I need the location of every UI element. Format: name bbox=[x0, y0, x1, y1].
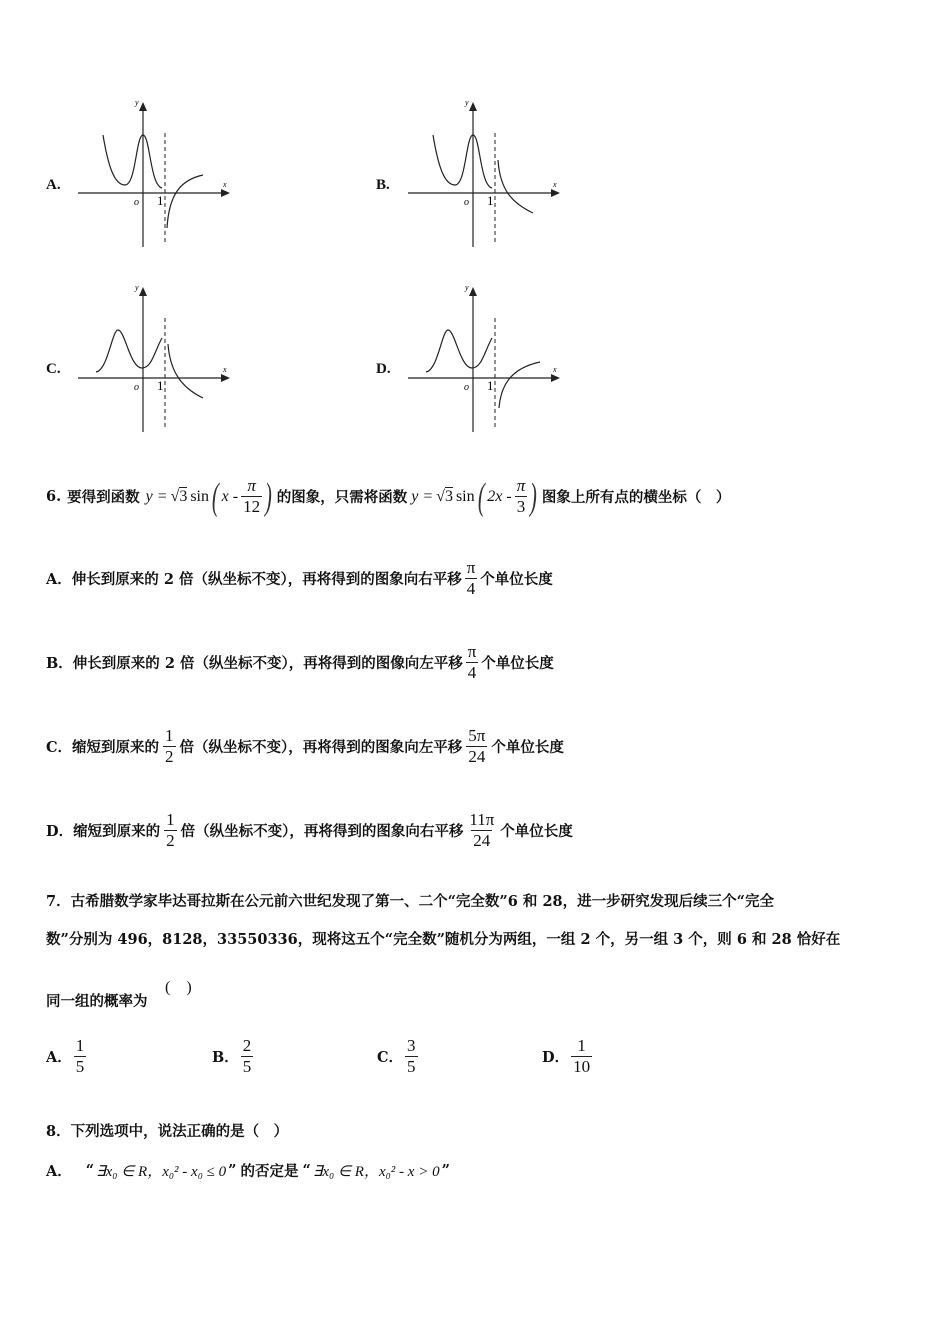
formula-lhs: y = bbox=[145, 487, 168, 505]
graph-option-label: B. bbox=[376, 177, 390, 193]
question-text: 图象上所有点的横坐标（ ） bbox=[541, 489, 731, 506]
x-axis-arrow bbox=[221, 189, 230, 197]
option-fraction: $\frac{\pi}{4}$ bbox=[467, 642, 477, 682]
formula-coef: 3 bbox=[179, 488, 188, 505]
option-label: C． bbox=[46, 739, 73, 756]
q8-stem: 8．下列选项中，说法正确的是（ ） bbox=[46, 1123, 289, 1140]
q6-option-c bbox=[46, 726, 564, 767]
formula-sin: sin bbox=[190, 487, 209, 505]
formula-target: y = √ 3 sin ( x - $\frac{\pi}{12}$ ) bbox=[145, 475, 272, 518]
option-text: 倍（纵坐标不变），再将得到的图象向右平移 bbox=[180, 823, 464, 840]
formula-lhs: y = bbox=[411, 487, 434, 505]
question-text: 的图象，只需将函数 bbox=[276, 489, 408, 506]
graph-option-label: D. bbox=[376, 361, 391, 377]
graph-a bbox=[70, 95, 240, 255]
option-label: D． bbox=[542, 1049, 570, 1066]
quote-mark: ” bbox=[441, 1162, 450, 1179]
q7-line-1: 7．古希腊数学家毕达哥拉斯在公元前六世纪发现了第一、二个“完全数”6 和 28，进一步研究发现后续三个“完全 bbox=[46, 893, 774, 910]
origin-label: o bbox=[134, 197, 139, 208]
y-label: y bbox=[135, 98, 139, 107]
graph-d bbox=[400, 280, 570, 440]
option-text: 个单位长度 bbox=[480, 571, 553, 588]
x-axis-arrow bbox=[551, 374, 560, 382]
option-label: A． bbox=[46, 1049, 72, 1066]
option-text: 的否定是 bbox=[240, 1163, 299, 1180]
option-label: C． bbox=[377, 1049, 404, 1066]
x-axis-arrow bbox=[551, 189, 560, 197]
option-fraction: $\frac{1}{2}$ bbox=[166, 810, 175, 850]
option-text: 伸长到原来的 2 倍（纵坐标不变），再将得到的图象向右平移 bbox=[71, 571, 462, 588]
formula-fraction: $\frac{\pi}{3}$ bbox=[516, 476, 526, 516]
y-label: y bbox=[135, 283, 139, 292]
one-label: 1 bbox=[157, 193, 164, 208]
x-axis-arrow bbox=[221, 374, 230, 382]
question-6-stem bbox=[46, 476, 730, 517]
option-fraction: $\frac{3}{5}$ bbox=[407, 1036, 416, 1076]
curve-left bbox=[96, 330, 162, 372]
curve-left bbox=[426, 330, 492, 372]
q6-option-a bbox=[46, 558, 553, 599]
option-fraction: $\frac{1}{10}$ bbox=[573, 1036, 591, 1076]
question-text: 要得到函数 bbox=[67, 489, 140, 506]
graph-option-label: A. bbox=[46, 177, 61, 193]
x-label: x bbox=[553, 365, 557, 374]
y-label: y bbox=[465, 283, 469, 292]
option-text: 缩短到原来的 bbox=[73, 823, 161, 840]
option-text: 伸长到原来的 2 倍（纵坐标不变），再将得到的图像向左平移 bbox=[72, 655, 463, 672]
formula-sin: sin bbox=[455, 487, 475, 505]
q7-line-2: 数”分别为 496，8128，33550336，现将这五个“完全数”随机分为两组，一组 2 个，另一组 3 个，则 6 和 28 恰好在 bbox=[46, 931, 841, 948]
origin-label: o bbox=[134, 382, 139, 393]
x-label: x bbox=[223, 365, 227, 374]
curve-right bbox=[167, 175, 203, 228]
option-text: 倍（纵坐标不变），再将得到的图象向左平移 bbox=[179, 739, 463, 756]
option-label: B． bbox=[46, 655, 73, 672]
curve-left bbox=[103, 135, 162, 188]
graph-option-label: C. bbox=[46, 361, 61, 377]
one-label: 1 bbox=[487, 378, 494, 393]
y-label: y bbox=[465, 98, 469, 107]
quote-mark: “ bbox=[85, 1162, 95, 1179]
curve-right bbox=[168, 344, 203, 398]
option-text: 个单位长度 bbox=[481, 655, 554, 672]
x-label: x bbox=[553, 180, 557, 189]
option-text: 缩短到原来的 bbox=[72, 739, 160, 756]
graph-b bbox=[400, 95, 570, 255]
y-axis-arrow bbox=[139, 287, 147, 296]
curve-left bbox=[433, 135, 492, 188]
curve-right bbox=[498, 160, 533, 213]
y-axis-arrow bbox=[469, 287, 477, 296]
expression-1: ∃x₀ ∈ R，x₀² - x₀ ≤ 0 bbox=[96, 1164, 227, 1180]
expression-2: ∃x₀ ∈ R，x₀² - x > 0 bbox=[312, 1164, 440, 1180]
q6-option-d bbox=[46, 810, 573, 851]
formula-var: x - bbox=[221, 487, 239, 505]
option-label: B． bbox=[212, 1049, 239, 1066]
formula-source: y = √ 3 sin ( 2x - $\frac{\pi}{3}$ ) bbox=[411, 475, 538, 518]
one-label: 1 bbox=[487, 193, 494, 208]
option-fraction: $\frac{1}{5}$ bbox=[75, 1036, 85, 1076]
question-number: 6. bbox=[46, 488, 62, 505]
formula-fraction: $\frac{\pi}{12}$ bbox=[243, 476, 261, 516]
q7-option-b bbox=[212, 1036, 253, 1077]
origin-label: o bbox=[464, 197, 469, 208]
option-label: D． bbox=[46, 823, 74, 840]
option-text: 个单位长度 bbox=[500, 823, 573, 840]
quote-mark: “ bbox=[302, 1162, 311, 1179]
option-label: A． bbox=[46, 571, 72, 588]
option-label: A． bbox=[46, 1163, 72, 1180]
q7-line-3: 同一组的概率为 bbox=[46, 993, 148, 1010]
option-fraction: $\frac{\pi}{4}$ bbox=[466, 558, 476, 598]
x-label: x bbox=[223, 180, 227, 189]
option-fraction: $\frac{11\pi}{24}$ bbox=[469, 810, 495, 850]
option-fraction: $\frac{1}{2}$ bbox=[165, 726, 174, 766]
formula-coef: 3 bbox=[444, 488, 453, 505]
option-fraction: $\frac{2}{5}$ bbox=[242, 1036, 252, 1076]
y-axis-arrow bbox=[139, 102, 147, 111]
answer-paren: ( ) bbox=[165, 979, 192, 996]
y-axis-arrow bbox=[469, 102, 477, 111]
origin-label: o bbox=[464, 382, 469, 393]
q8-option-a bbox=[46, 1160, 450, 1181]
q6-option-b bbox=[46, 642, 554, 683]
quote-mark: ” bbox=[228, 1162, 237, 1179]
formula-var: 2x - bbox=[487, 487, 512, 505]
option-fraction: $\frac{5\pi}{24}$ bbox=[468, 726, 486, 766]
one-label: 1 bbox=[157, 378, 164, 393]
curve-right bbox=[499, 362, 540, 408]
q7-option-a bbox=[46, 1036, 86, 1077]
q7-option-d bbox=[542, 1036, 592, 1077]
graph-c bbox=[70, 280, 240, 440]
option-text: 个单位长度 bbox=[491, 739, 564, 756]
q7-option-c bbox=[377, 1036, 418, 1077]
